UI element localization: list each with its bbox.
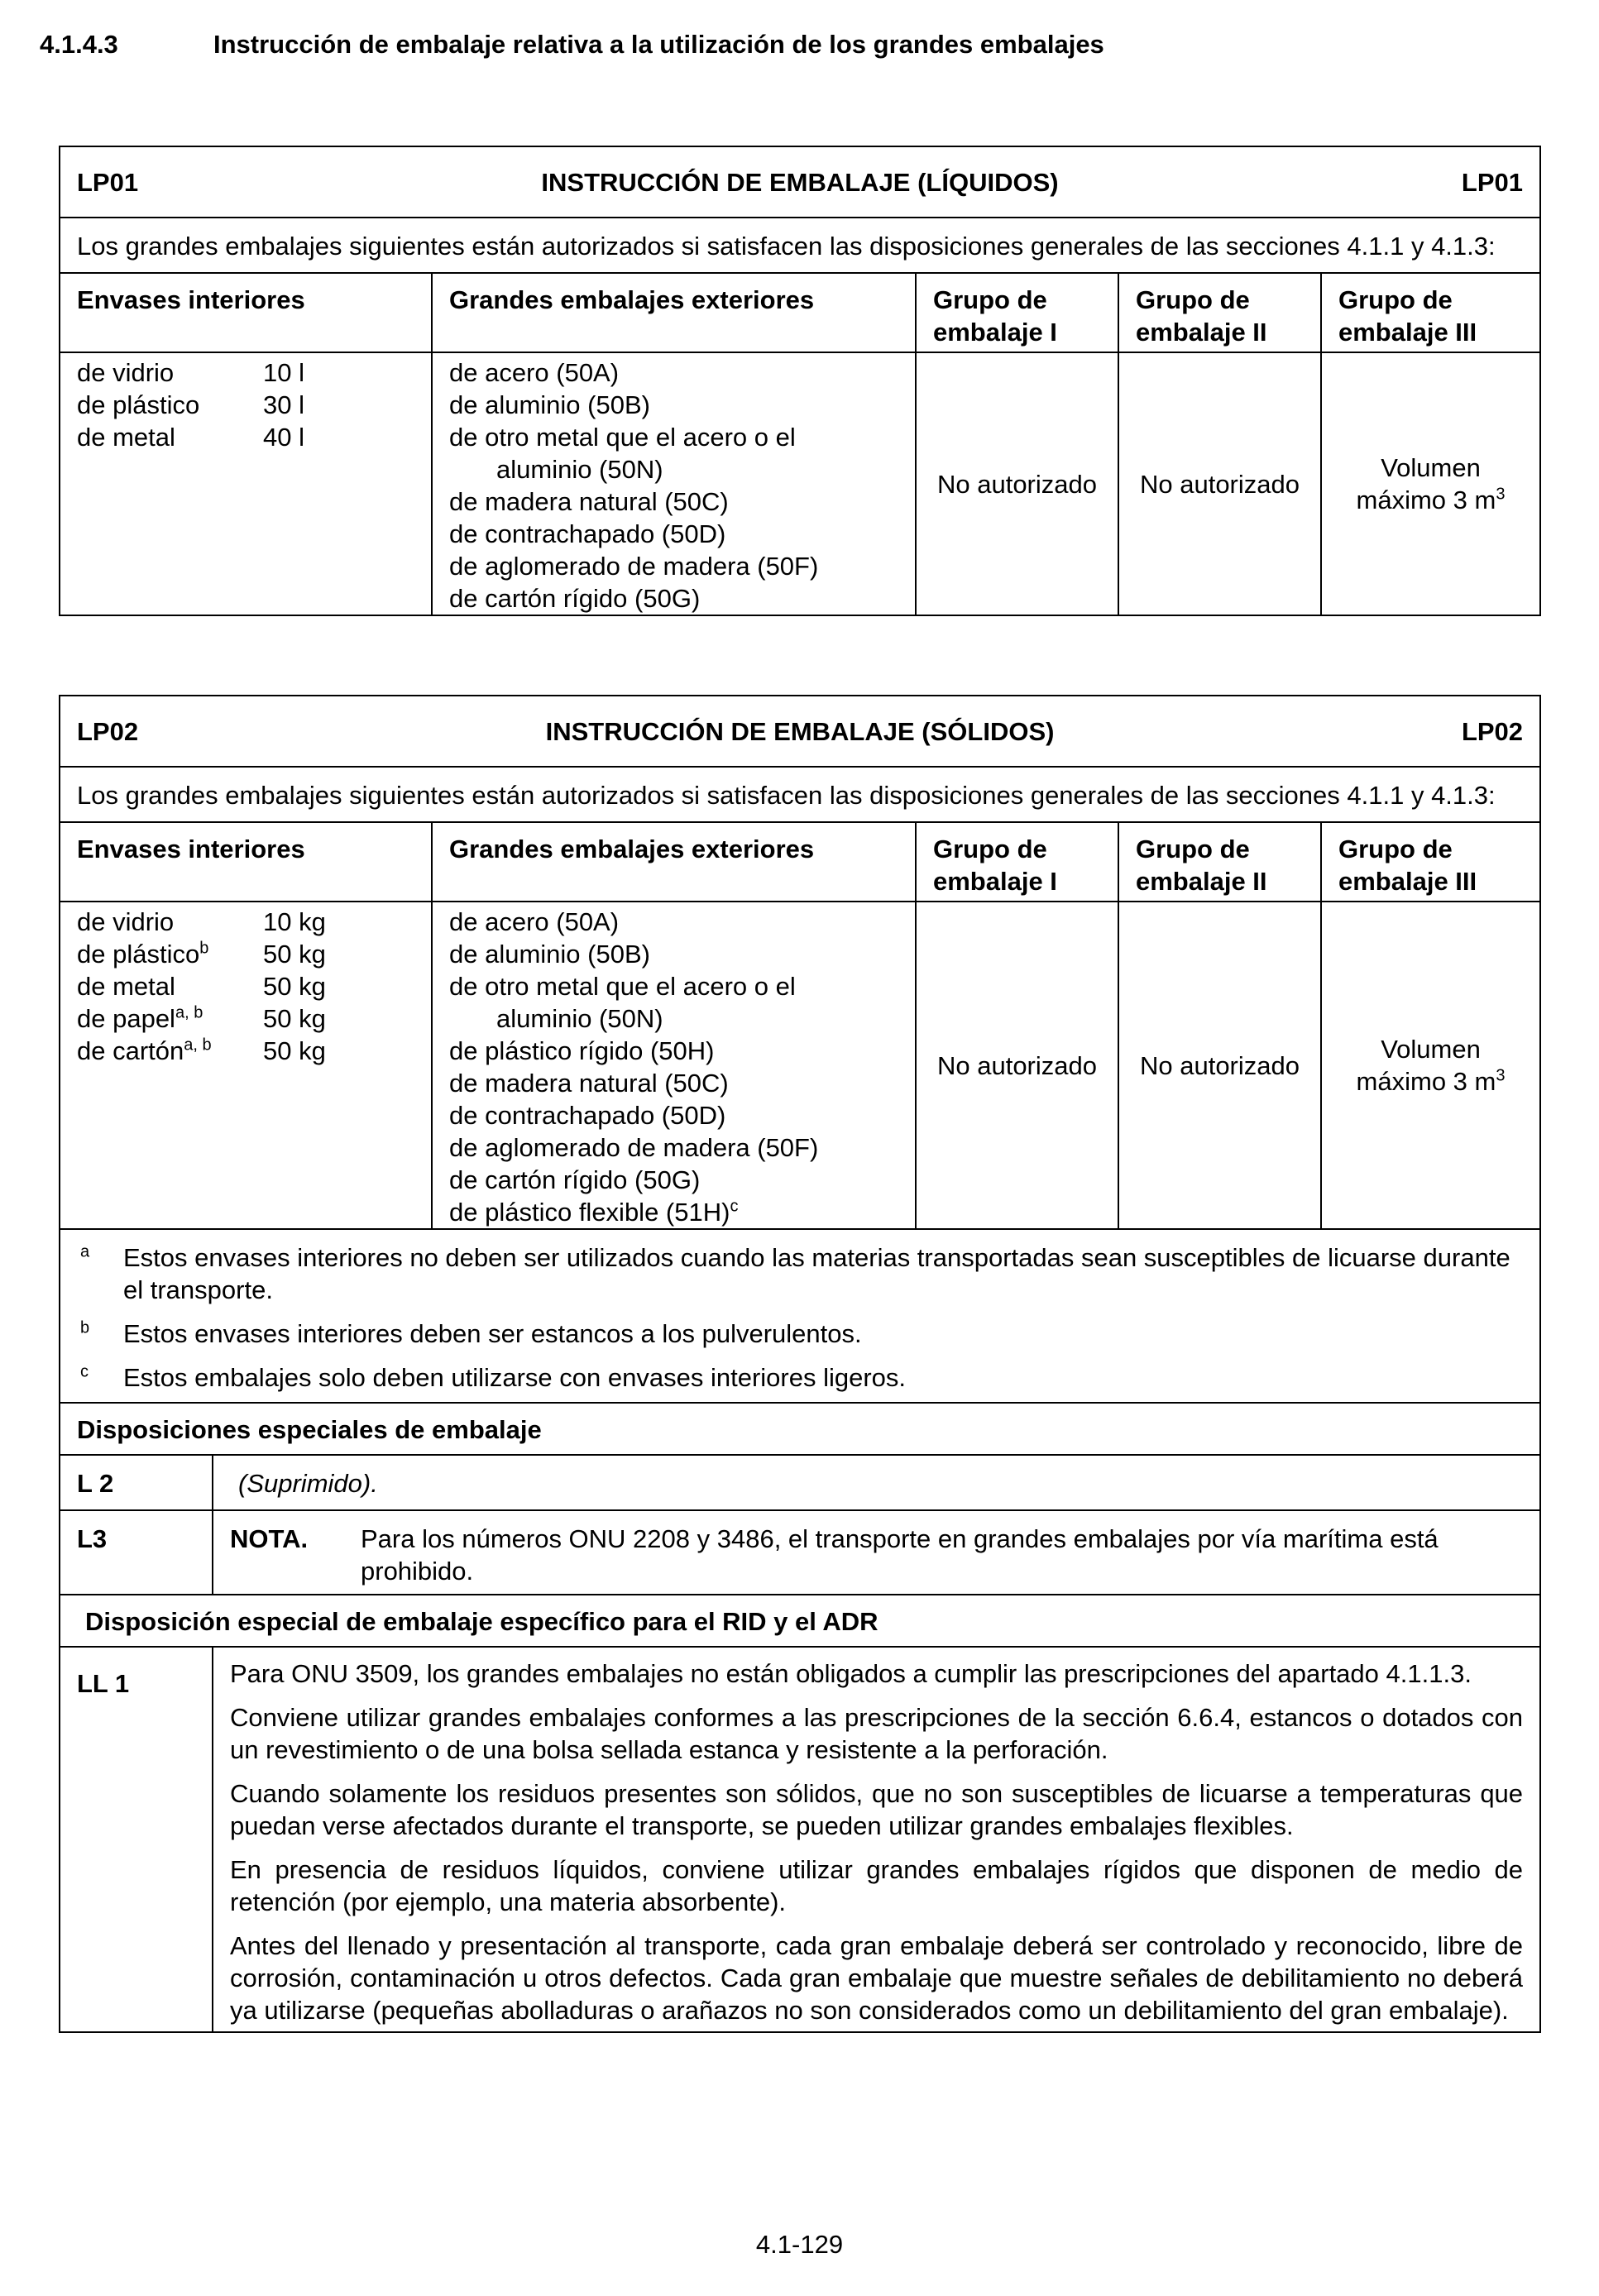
l2-text: (Suprimido). <box>213 1455 1540 1510</box>
outer-item: de cartón rígido (50G) <box>449 1165 701 1194</box>
inner-material: de plástico <box>77 390 200 419</box>
footnote: $^b$ Estos envases interiores deben ser estancos a los pulverulentos. <box>80 1318 862 1348</box>
outer-item: aluminio (50N) <box>496 1004 663 1033</box>
inner-material: de papel$^{a, b}$ <box>77 1003 203 1033</box>
inner-qty: 30 l <box>263 390 304 419</box>
lp02-title-row <box>60 696 1540 767</box>
inner-material: de metal <box>77 972 175 1001</box>
ll1-paragraph: Conviene utilizar grandes embalajes conformes a las prescripciones de la sección 6.6.4, estancos o dotados con un revestimiento o de una bolsa sellada estanca y resistente a la perforación. <box>230 1703 1524 1764</box>
ll1-text <box>213 1647 1540 2032</box>
ll1-paragraph: Cuando solamente los residuos presentes son sólidos, que no son susceptibles de licuarse a temperaturas que puedan verse afectados durante el transporte, se pueden utilizar grandes embalajes flexibles. <box>230 1779 1524 1840</box>
page-number: 4.1-129 <box>755 2230 844 2259</box>
outer-item: de aluminio (50B) <box>449 940 650 969</box>
inner-qty: 50 kg <box>263 1036 326 1065</box>
inner-material: de plástico$^b$ <box>77 939 209 969</box>
outer-item: de cartón rígido (50G) <box>449 584 701 613</box>
ll1-paragraph: En presencia de residuos líquidos, conviene utilizar grandes embalajes rígidos que disponen de medio de retención (por ejemplo, una materia absorbente). <box>230 1855 1524 1916</box>
l3-code: L3 <box>60 1510 213 1595</box>
inner-qty: 50 kg <box>263 1004 326 1033</box>
lp02-code-left: LP02 <box>77 716 139 746</box>
inner-material: de vidrio <box>77 907 175 936</box>
lp02-title: INSTRUCCIÓN DE EMBALAJE (SÓLIDOS) <box>545 716 1055 746</box>
lp01-title: INSTRUCCIÓN DE EMBALAJE (LÍQUIDOS) <box>541 167 1059 197</box>
lp02-header-inner: Envases interiores <box>60 822 432 902</box>
lp02-pg2-value: No autorizado <box>1118 902 1321 1229</box>
outer-item: de plástico flexible $(51H)^c$ <box>449 1197 739 1227</box>
lp01-code-right: LP01 <box>1461 167 1523 197</box>
outer-item: de acero (50A) <box>449 907 620 936</box>
section-number: 4.1.4.3 <box>40 30 118 59</box>
ll1-paragraph: Para ONU 3509, los grandes embalajes no están obligados a cumplir las prescripciones del apartado 4.1.1.3. <box>230 1659 1472 1688</box>
lp01-pg3-value <box>1321 352 1540 615</box>
outer-item: de contrachapado (50D) <box>449 519 726 548</box>
l3-note-label: NOTA. <box>230 1524 309 1553</box>
lp01-header-outer: Grandes embalajes exteriores <box>432 273 916 352</box>
ll1-code: LL 1 <box>60 1647 213 2032</box>
inner-material: de metal <box>77 423 175 452</box>
lp02-pg3-text: Volumen máximo 3 m <box>1356 1035 1496 1096</box>
lp02-pg3-value <box>1321 902 1540 1229</box>
inner-qty: 10 l <box>263 358 304 387</box>
outer-item: de aglomerado de madera (50F) <box>449 1133 819 1162</box>
lp02-outer-packagings <box>432 902 916 1229</box>
lp02-header-pg3: Grupo de embalaje III <box>1321 822 1540 902</box>
outer-item: de plástico rígido (50H) <box>449 1036 715 1065</box>
lp01-code-left: LP01 <box>77 167 139 197</box>
lp01-pg3-text: Volumen máximo 3 m <box>1356 453 1496 514</box>
l3-text <box>213 1510 1540 1595</box>
lp02-pg1-value: No autorizado <box>916 902 1118 1229</box>
lp02-header-outer: Grandes embalajes exteriores <box>432 822 916 902</box>
lp01-header-pg3: Grupo de embalaje III <box>1321 273 1540 352</box>
lp01-pg1-value: No autorizado <box>916 352 1118 615</box>
section-heading <box>40 28 1104 60</box>
lp01-header-pg1: Grupo de embalaje I <box>916 273 1118 352</box>
inner-qty: 50 kg <box>263 940 326 969</box>
lp01-table <box>59 146 1541 616</box>
outer-item: de otro metal que el acero o el <box>449 423 796 452</box>
lp01-outer-packagings <box>432 352 916 615</box>
inner-material: de vidrio <box>77 358 175 387</box>
section-title: Instrucción de embalaje relativa a la utilización de los grandes embalajes <box>213 30 1104 59</box>
outer-item: de madera natural (50C) <box>449 487 729 516</box>
inner-qty: 40 l <box>263 423 304 452</box>
outer-item: de otro metal que el acero o el <box>449 972 796 1001</box>
outer-item: de aglomerado de madera (50F) <box>449 552 819 581</box>
lp01-pg2-value: No autorizado <box>1118 352 1321 615</box>
ll1-paragraph: Antes del llenado y presentación al transporte, cada gran embalaje deberá ser controlado y reconocido, libre de corrosión, contaminación u otros defectos. Cada gran embalaje que muestre señales de debilitamiento no deberá ya utilizarse (pequeñas abolladuras o arañazos no son considerados como un debilitamiento del gran embalaje). <box>230 1931 1524 2025</box>
lp02-inner-packagings <box>60 902 432 1229</box>
lp02-pg3-sup: 3 <box>1496 1066 1506 1085</box>
lp01-intro: Los grandes embalajes siguientes están autorizados si satisfacen las disposiciones generales de las secciones 4.1.1 y 4.1.3: <box>60 218 1540 273</box>
outer-item: de contrachapado (50D) <box>449 1101 726 1130</box>
l3-note-text: Para los números ONU 2208 y 3486, el transporte en grandes embalajes por vía marítima está prohibido. <box>361 1524 1439 1586</box>
lp02-header-pg1: Grupo de embalaje I <box>916 822 1118 902</box>
outer-item: de aluminio (50B) <box>449 390 650 419</box>
special-provisions-title: Disposiciones especiales de embalaje <box>60 1403 1540 1455</box>
lp02-header-pg2: Grupo de embalaje II <box>1118 822 1321 902</box>
lp01-pg3-sup: 3 <box>1496 485 1506 504</box>
lp01-title-row <box>60 146 1540 218</box>
footnote: $^a$ Estos envases interiores no deben ser utilizados cuando las materias transportadas sean susceptibles de licuarse durante el transporte. <box>80 1242 1510 1304</box>
lp01-header-pg2: Grupo de embalaje II <box>1118 273 1321 352</box>
lp02-footnotes <box>60 1229 1540 1403</box>
lp02-code-right: LP02 <box>1461 716 1524 746</box>
rid-adr-title: Disposición especial de embalaje específico para el RID y el ADR <box>60 1595 1540 1647</box>
outer-item: de madera natural (50C) <box>449 1069 729 1098</box>
outer-item: aluminio (50N) <box>496 455 663 484</box>
lp01-header-inner: Envases interiores <box>60 273 432 352</box>
footnote: $^c$ Estos embalajes solo deben utilizarse con envases interiores ligeros. <box>80 1362 906 1392</box>
inner-qty: 10 kg <box>263 907 326 936</box>
lp02-intro: Los grandes embalajes siguientes están autorizados si satisfacen las disposiciones generales de las secciones 4.1.1 y 4.1.3: <box>60 767 1540 822</box>
outer-item: de acero (50A) <box>449 358 620 387</box>
inner-qty: 50 kg <box>263 972 326 1001</box>
inner-material: de cartón$^{a, b}$ <box>77 1036 212 1065</box>
l2-code: L 2 <box>60 1455 213 1510</box>
lp01-inner-packagings <box>60 352 432 615</box>
lp02-table <box>59 695 1541 2033</box>
